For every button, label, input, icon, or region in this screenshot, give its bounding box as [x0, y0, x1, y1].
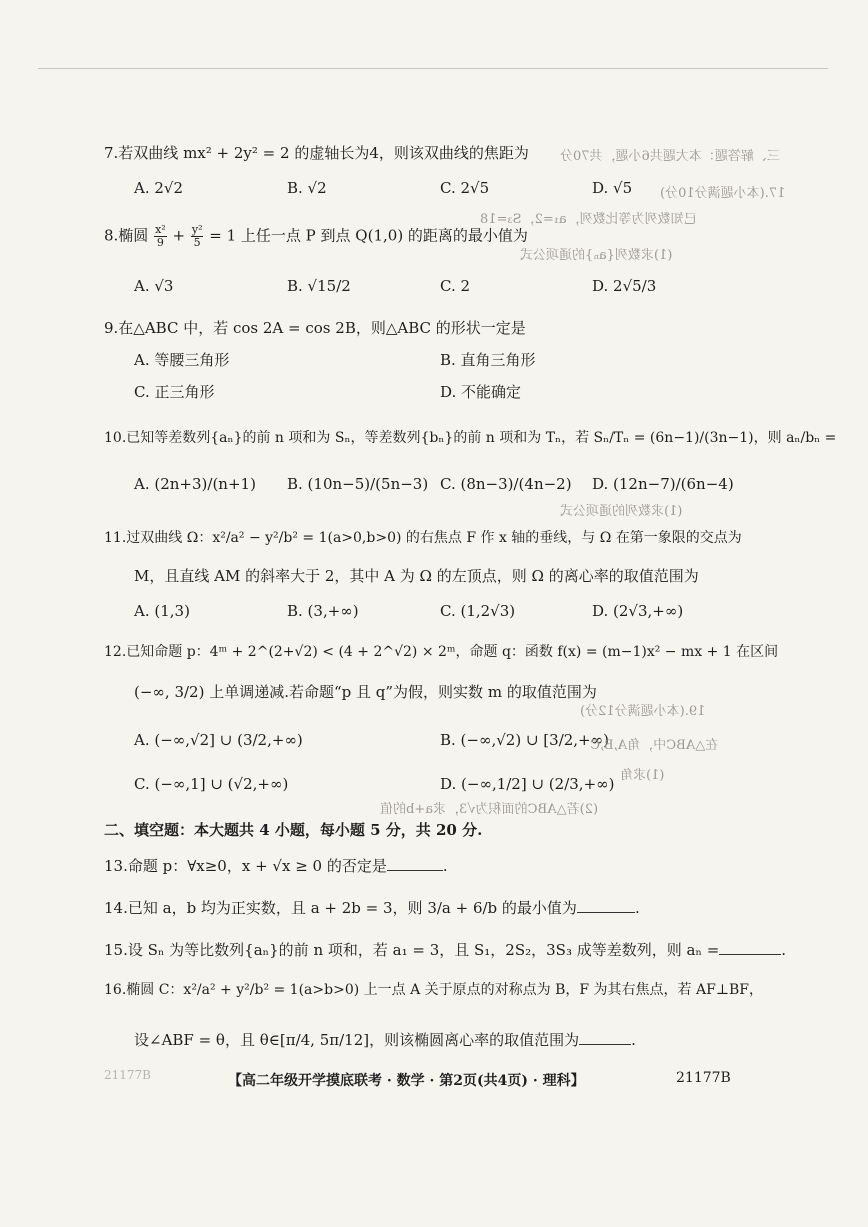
q10-option-d: D. (12n−7)/(6n−4) — [592, 475, 734, 493]
footer-code: 21177B — [676, 1070, 731, 1086]
bleed-through-text: 在△ABC中，角A,B,C — [590, 738, 719, 753]
faint-page-mark: 21177B — [104, 1068, 151, 1082]
q11-stem-line1: 11.过双曲线 Ω：x²/a² − y²/b² = 1(a>0,b>0) 的右焦点 F 作 x 轴的垂线，与 Ω 在第一象限的交点为 — [104, 530, 742, 546]
q15-stem: 15.设 Sₙ 为等比数列{aₙ}的前 n 项和，若 a₁ = 3，且 S₁，2S₂，3S₃ 成等差数列，则 aₙ = . — [104, 941, 787, 959]
q9-option-a: A. 等腰三角形 — [134, 351, 230, 369]
q10-option-b: B. (10n−5)/(5n−3) — [287, 475, 429, 493]
q11-option-a: A. (1,3) — [134, 602, 190, 620]
q8-stem-post: = 1 上任一点 P 到点 Q(1,0) 的距离的最小值为 — [209, 226, 528, 245]
q12-option-b: B. (−∞,√2) ∪ [3/2,+∞) — [440, 731, 609, 749]
bleed-through-text: 三、解答题：本大题共6小题，共70分 — [560, 149, 780, 164]
q12-option-a: A. (−∞,√2] ∪ (3/2,+∞) — [134, 731, 303, 749]
footer-title: 【高二年级开学摸底联考 · 数学 · 第2页(共4页) · 理科】 — [228, 1073, 585, 1089]
bleed-through-text: 17.(本小题满分10分) — [660, 186, 786, 201]
q9-stem: 9.在△ABC 中，若 cos 2A = cos 2B，则△ABC 的形状一定是 — [104, 319, 526, 337]
q8-option-c: C. 2 — [440, 277, 471, 295]
q16-stem-line1: 16.椭圆 C：x²/a² + y²/b² = 1(a>b>0) 上一点 A 关于原点的对称点为 B，F 为其右焦点，若 AF⊥BF， — [104, 982, 763, 998]
q8-option-a: A. √3 — [134, 277, 174, 295]
q13-stem: 13.命题 p：∀x≥0，x + √x ≥ 0 的否定是 . — [104, 857, 448, 875]
q16-stem-line2: 设∠ABF = θ，且 θ∈[π/4, 5π/12]，则该椭圆离心率的取值范围为 . — [134, 1031, 636, 1049]
q9-option-d: D. 不能确定 — [440, 383, 522, 401]
q10-stem: 10.已知等差数列{aₙ}的前 n 项和为 Sₙ，等差数列{bₙ}的前 n 项和为 Tₙ，若 Sₙ/Tₙ = (6n−1)/(3n−1)，则 aₙ/bₙ = — [104, 430, 837, 446]
q11-option-c: C. (1,2√3) — [440, 602, 516, 620]
q14-answer-blank[interactable] — [577, 898, 635, 913]
bleed-through-text: (1)求数列{aₙ}的通项公式 — [520, 248, 673, 263]
q8-stem-pre: 8.椭圆 — [104, 226, 149, 245]
q7-option-b: B. √2 — [287, 179, 327, 197]
q10-option-c: C. (8n−3)/(4n−2) — [440, 475, 572, 493]
q7-option-a: A. 2√2 — [134, 179, 184, 197]
q11-option-b: B. (3,+∞) — [287, 602, 359, 620]
q7-stem: 7.若双曲线 mx² + 2y² = 2 的虚轴长为4，则该双曲线的焦距为 — [104, 144, 529, 162]
q12-stem-line2: (−∞, 3/2) 上单调递减.若命题“p 且 q”为假，则实数 m 的取值范围为 — [134, 683, 597, 701]
q8-stem: 8.椭圆 $\frac{\text{x²}}{9}$ + $\frac{\text{y²}}{5}$ = 1 上任一点 P 到点 Q(1,0) 的距离的最小值为 — [104, 223, 528, 249]
q8-option-b: B. √15/2 — [287, 277, 351, 295]
q7-option-c: C. 2√5 — [440, 179, 490, 197]
q9-option-c: C. 正三角形 — [134, 383, 215, 401]
q7-option-d: D. √5 — [592, 179, 633, 197]
top-rule — [38, 68, 828, 69]
section2-heading: 二、填空题：本大题共 4 小题，每小题 5 分，共 20 分. — [104, 821, 483, 839]
q8-fraction-2: $\frac{\text{y²}}{5}$ — [191, 223, 203, 249]
q8-option-d: D. 2√5/3 — [592, 277, 657, 295]
q10-option-a: A. (2n+3)/(n+1) — [134, 475, 256, 493]
q8-fraction-1: $\frac{\text{x²}}{9}$ — [155, 223, 166, 249]
q14-stem: 14.已知 a，b 均为正实数，且 a + 2b = 3，则 3/a + 6/b 的最小值为 . — [104, 899, 640, 917]
q11-stem-line2: M，且直线 AM 的斜率大于 2，其中 A 为 Ω 的左顶点，则 Ω 的离心率的取值范围为 — [134, 567, 699, 585]
q16-answer-blank[interactable] — [579, 1030, 631, 1045]
q15-answer-blank[interactable] — [719, 940, 781, 955]
q11-option-d: D. (2√3,+∞) — [592, 602, 684, 620]
bleed-through-text: 已知数列为等比数列，a₁=2，S₃=18 — [480, 212, 697, 227]
bleed-through-text: (2)若△ABC的面积为√3，求a+b的值 — [380, 802, 599, 817]
q12-option-d: D. (−∞,1/2] ∪ (2/3,+∞) — [440, 775, 615, 793]
bleed-through-text: (1)求数列的通项公式 — [560, 504, 683, 519]
bleed-through-text: (1)求角 — [620, 768, 665, 783]
bleed-through-text: 19.(本小题满分12分) — [580, 704, 706, 719]
q9-option-b: B. 直角三角形 — [440, 351, 536, 369]
q13-answer-blank[interactable] — [387, 856, 443, 871]
q12-stem-line1: 12.已知命题 p：4ᵐ + 2^(2+√2) < (4 + 2^√2) × 2ᵐ，命题 q：函数 f(x) = (m−1)x² − mx + 1 在区间 — [104, 644, 779, 660]
q12-option-c: C. (−∞,1] ∪ (√2,+∞) — [134, 775, 289, 793]
